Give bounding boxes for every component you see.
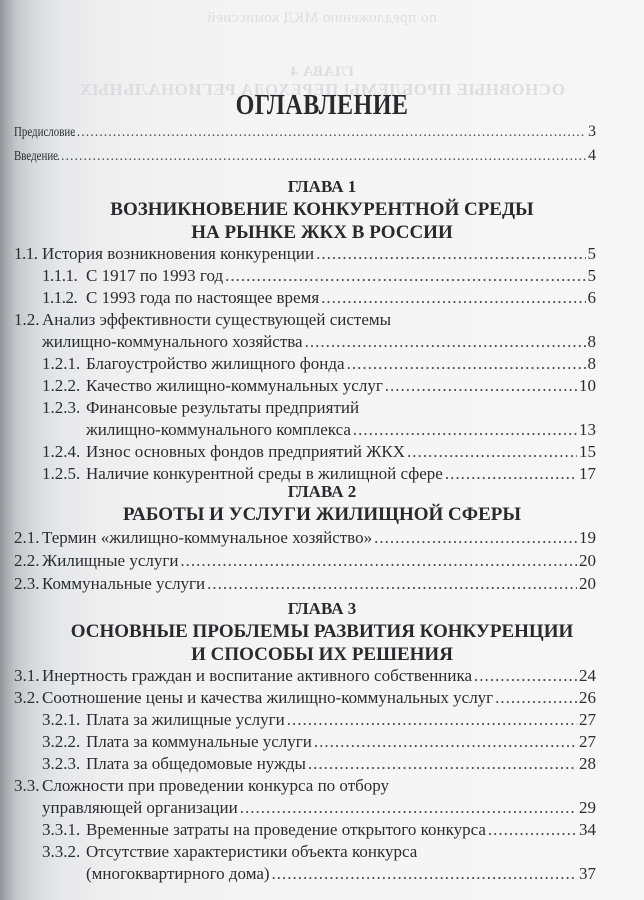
toc-entry-page: 6	[587, 288, 596, 307]
toc-entry-label: Введение	[14, 149, 59, 164]
toc-entry-page: 29	[579, 798, 596, 817]
toc-entry-label: Отсутствие характеристики объекта конкурса	[86, 842, 418, 861]
toc-entry-page: 8	[587, 332, 596, 351]
toc-entry[interactable]	[14, 819, 596, 841]
toc-entry-introduction[interactable]	[14, 144, 596, 168]
toc-entry[interactable]	[14, 841, 596, 863]
dot-leader	[240, 797, 577, 819]
toc-entry-label: Благоустройство жилищного фонда	[86, 354, 345, 373]
chapter-title-line: ОСНОВНЫЕ ПРОБЛЕМЫ РАЗВИТИЯ КОНКУРЕНЦИИ	[70, 621, 574, 642]
toc-entry-number: 1.1.2.	[42, 288, 78, 307]
chapter-title-line: И СПОСОБЫ ИХ РЕШЕНИЯ	[191, 644, 453, 665]
toc-entry-number: 2.2.	[14, 551, 40, 570]
front-matter	[14, 120, 596, 168]
dot-leader	[321, 287, 585, 309]
dot-leader	[347, 353, 586, 375]
toc-entry-page: 3	[588, 123, 596, 140]
toc-entry-number: 2.1.	[14, 528, 40, 547]
toc-entry[interactable]	[14, 775, 596, 797]
bleed-through-text: ГЛАВА 4	[290, 64, 354, 80]
page-title: ОГЛАВЛЕНИЕ	[235, 90, 409, 121]
toc-entry-page: 20	[579, 574, 596, 593]
dot-leader	[180, 549, 577, 572]
toc-entry-label: История возникновения конкуренции	[42, 244, 315, 263]
dot-leader	[353, 419, 577, 441]
toc-entry-label: Плата за общедомовые нужды	[86, 754, 306, 773]
toc-entry-label-cont: управляющей организации	[42, 798, 238, 817]
toc-entry-label: Коммунальные услуги	[42, 574, 206, 593]
toc-entry[interactable]	[14, 397, 596, 419]
dot-leader	[72, 121, 586, 145]
toc-entry-number: 1.2.5.	[42, 464, 81, 483]
toc-entry-continuation[interactable]	[14, 331, 596, 353]
chapter-title-line: РАБОТЫ И УСЛУГИ ЖИЛИЩНОЙ СФЕРЫ	[122, 504, 522, 525]
chapter-3-entries	[14, 665, 596, 885]
toc-entry[interactable]	[14, 309, 596, 331]
toc-entry-page: 24	[579, 666, 596, 685]
toc-entry-page: 27	[579, 710, 596, 729]
dot-leader	[488, 819, 577, 841]
toc-entry-page: 28	[579, 754, 596, 773]
dot-leader	[56, 145, 586, 169]
toc-entry-label: Качество жилищно-коммунальных услуг	[86, 376, 383, 395]
toc-entry-label: С 1993 года по настоящее время	[86, 288, 320, 307]
toc-entry[interactable]	[14, 375, 596, 397]
toc-entry[interactable]	[14, 353, 596, 375]
toc-entry[interactable]	[14, 526, 596, 549]
toc-entry-label: Плата за жилищные услуги	[86, 710, 285, 729]
dot-leader	[407, 441, 577, 463]
toc-entry[interactable]	[14, 265, 596, 287]
toc-entry-page: 5	[587, 266, 596, 285]
toc-entry[interactable]	[14, 243, 596, 265]
dot-leader	[385, 375, 577, 397]
toc-entry-label-cont: жилищно-коммунального комплекса	[86, 420, 351, 439]
toc-entry-continuation[interactable]	[14, 419, 596, 441]
toc-entry-page: 10	[579, 376, 596, 395]
dot-leader	[272, 863, 577, 885]
toc-entry-number: 3.3.2.	[42, 842, 81, 861]
toc-entry-label: Соотношение цены и качества жилищно-коммунальных услуг	[42, 688, 494, 707]
toc-entry-number: 1.1.	[14, 244, 38, 263]
toc-entry-page: 20	[579, 551, 596, 570]
chapter-number: ГЛАВА 1	[287, 177, 357, 196]
toc-entry[interactable]	[14, 549, 596, 572]
toc-entry-label: Термин «жилищно-коммунальное хозяйство»	[42, 528, 373, 547]
dot-leader	[308, 753, 577, 775]
toc-entry-number: 3.3.	[14, 776, 40, 795]
dot-leader	[305, 331, 586, 353]
toc-entry[interactable]	[14, 441, 596, 463]
chapter-1-heading	[0, 175, 644, 244]
toc-entry-label: Предисловие	[14, 125, 76, 140]
toc-entry-label: С 1917 по 1993 год	[86, 266, 224, 285]
toc-entry-label: Временные затраты на проведение открытого конкурса	[86, 820, 486, 839]
toc-entry-number: 1.2.1.	[42, 354, 81, 373]
toc-entry-page: 34	[579, 820, 596, 839]
toc-entry-number: 3.3.1.	[42, 820, 81, 839]
toc-entry-number: 1.2.3.	[42, 398, 81, 417]
toc-entry-label-cont: (многоквартирного дома)	[86, 864, 270, 883]
toc-entry-number: 3.2.	[14, 688, 40, 707]
toc-entry-label: Финансовые результаты предприятий	[86, 398, 360, 417]
toc-entry[interactable]	[14, 753, 596, 775]
bleed-through-text: ОСНОВНЫЕ ПРОБЛЕМЫ ПЕРЕХОДА РЕГИОНАЛЬНЫХ	[79, 80, 565, 99]
toc-entry-page: 17	[579, 464, 596, 483]
toc-entry-label: Износ основных фондов предприятий ЖКХ	[86, 442, 406, 461]
bleed-through-text: по предложению МКД комиссией	[207, 10, 437, 26]
dot-leader	[287, 709, 577, 731]
chapter-1-entries	[14, 243, 596, 485]
chapter-2-heading	[0, 480, 644, 526]
toc-entry-number: 3.2.2.	[42, 732, 81, 751]
toc-entry-page: 15	[579, 442, 596, 461]
toc-entry[interactable]	[14, 665, 596, 687]
toc-entry-continuation[interactable]	[14, 863, 596, 885]
toc-entry-number: 1.1.1.	[42, 266, 78, 285]
toc-entry[interactable]	[14, 287, 596, 309]
toc-entry-number: 1.2.4.	[42, 442, 81, 461]
toc-entry-label: Плата за коммунальные услуги	[86, 732, 312, 751]
toc-entry-page: 8	[587, 354, 596, 373]
toc-entry-page: 27	[579, 732, 596, 751]
toc-entry-number: 3.2.1.	[42, 710, 81, 729]
toc-entry-preface[interactable]	[14, 120, 596, 144]
toc-entry-page: 37	[579, 864, 596, 883]
dot-leader	[495, 687, 577, 709]
toc-entry[interactable]	[14, 709, 596, 731]
toc-entry-page: 26	[579, 688, 596, 707]
toc-entry-number: 3.1.	[14, 666, 40, 685]
chapter-title-line: ВОЗНИКНОВЕНИЕ КОНКУРЕНТНОЙ СРЕДЫ	[110, 199, 534, 220]
toc-entry-label-cont: жилищно-коммунального хозяйства	[42, 332, 303, 351]
dot-leader	[316, 243, 585, 265]
toc-entry-number: 3.2.3.	[42, 754, 81, 773]
dot-leader	[474, 665, 577, 687]
toc-entry-number: 2.3.	[14, 574, 40, 593]
toc-entry-number: 1.2.	[14, 310, 40, 329]
dot-leader	[374, 526, 577, 549]
chapter-number: ГЛАВА 2	[287, 482, 357, 501]
toc-entry-continuation[interactable]	[14, 797, 596, 819]
toc-entry-page: 19	[579, 528, 596, 547]
toc-entry-label: Наличие конкурентной среды в жилищной сфере	[86, 464, 443, 483]
chapter-3-heading	[0, 597, 644, 666]
toc-entry-number: 1.2.2.	[42, 376, 81, 395]
toc-entry-page: 13	[579, 420, 596, 439]
toc-entry-label: Анализ эффективности существующей системы	[42, 310, 392, 329]
chapter-title-line: НА РЫНКЕ ЖКХ В РОССИИ	[191, 222, 453, 243]
toc-entry-label: Инертность граждан и воспитание активного собственника	[42, 666, 473, 685]
toc-entry-page: 5	[587, 244, 596, 263]
toc-entry[interactable]	[14, 731, 596, 753]
toc-entry[interactable]	[14, 687, 596, 709]
toc-entry[interactable]	[14, 572, 596, 595]
dot-leader	[225, 265, 585, 287]
toc-entry-page: 4	[588, 147, 596, 164]
toc-entry-label: Сложности при проведении конкурса по отбору	[42, 776, 390, 795]
chapter-2-entries	[14, 526, 596, 595]
dot-leader	[207, 572, 577, 595]
dot-leader	[314, 731, 577, 753]
chapter-number: ГЛАВА 3	[287, 599, 357, 618]
toc-entry-label: Жилищные услуги	[42, 551, 179, 570]
